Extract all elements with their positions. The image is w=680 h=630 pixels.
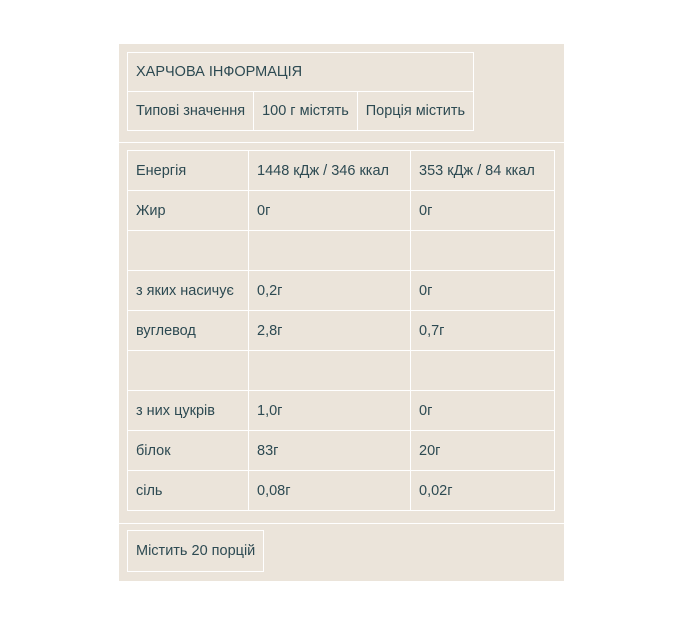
portion-value xyxy=(411,351,555,391)
table-row xyxy=(128,231,555,271)
nutrient-name: з них цукрів xyxy=(128,391,249,431)
nutrient-name: з яких насичує xyxy=(128,271,249,311)
nutrient-name: Енергія xyxy=(128,151,249,191)
per100-value: 1,0г xyxy=(249,391,411,431)
nutrient-name: вуглевод xyxy=(128,311,249,351)
servings-count: Містить 20 порцій xyxy=(128,531,264,572)
per100-value: 2,8г xyxy=(249,311,411,351)
nutrient-name: білок xyxy=(128,431,249,471)
nutrition-footer-table xyxy=(127,530,264,572)
table-row xyxy=(128,311,555,351)
nutrition-header-table xyxy=(127,52,474,131)
column-header-per100: 100 г містять xyxy=(254,92,358,131)
table-row xyxy=(128,151,555,191)
portion-value: 0,7г xyxy=(411,311,555,351)
portion-value: 20г xyxy=(411,431,555,471)
portion-value: 353 кДж / 84 ккал xyxy=(411,151,555,191)
per100-value: 83г xyxy=(249,431,411,471)
table-row xyxy=(128,391,555,431)
column-header-portion: Порція містить xyxy=(357,92,473,131)
per100-value xyxy=(249,231,411,271)
portion-value: 0г xyxy=(411,271,555,311)
nutrient-name xyxy=(128,231,249,271)
column-header-typical: Типові значення xyxy=(128,92,254,131)
section-divider xyxy=(119,142,564,143)
per100-value: 1448 кДж / 346 ккал xyxy=(249,151,411,191)
portion-value: 0г xyxy=(411,391,555,431)
table-row xyxy=(128,271,555,311)
per100-value: 0г xyxy=(249,191,411,231)
table-row xyxy=(128,191,555,231)
portion-value: 0г xyxy=(411,191,555,231)
nutrient-name: Жир xyxy=(128,191,249,231)
table-row xyxy=(128,471,555,511)
nutrient-name: сіль xyxy=(128,471,249,511)
section-divider xyxy=(119,523,564,524)
nutrition-values-table xyxy=(127,150,555,511)
nutrient-name xyxy=(128,351,249,391)
nutrition-panel xyxy=(119,44,564,581)
table-row xyxy=(128,431,555,471)
per100-value: 0,08г xyxy=(249,471,411,511)
per100-value xyxy=(249,351,411,391)
portion-value: 0,02г xyxy=(411,471,555,511)
per100-value: 0,2г xyxy=(249,271,411,311)
portion-value xyxy=(411,231,555,271)
table-row xyxy=(128,351,555,391)
nutrition-title: ХАРЧОВА ІНФОРМАЦІЯ xyxy=(128,53,474,92)
